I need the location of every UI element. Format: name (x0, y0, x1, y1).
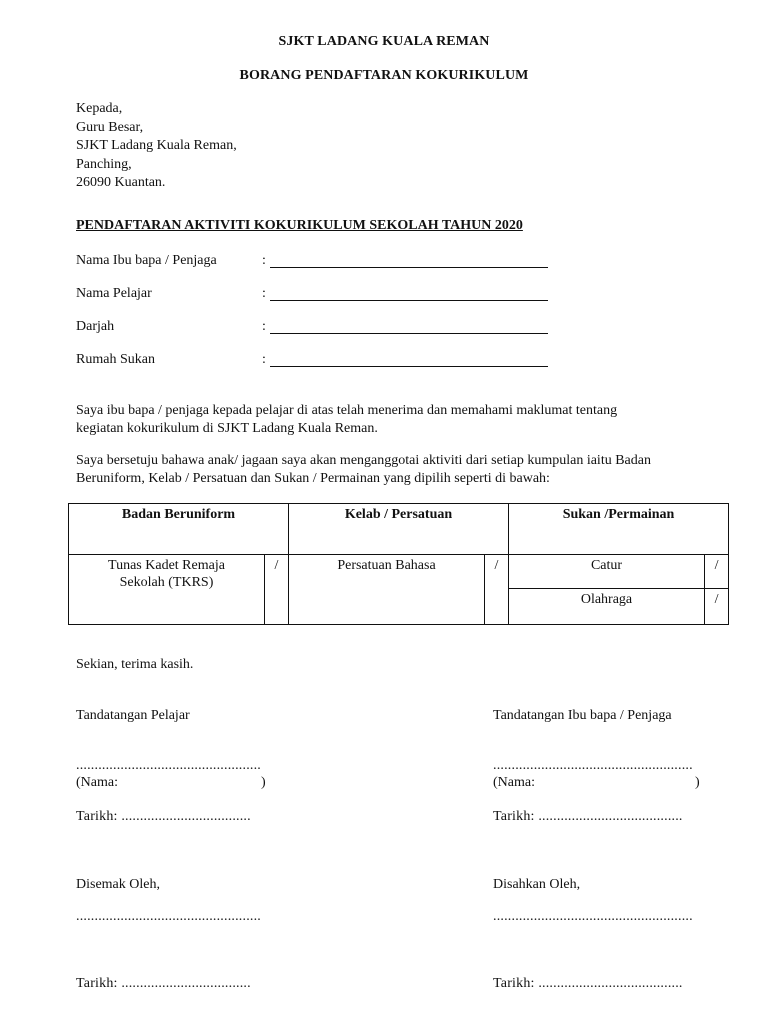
table-row (69, 555, 729, 625)
address-line: 26090 Kuantan. (76, 175, 166, 190)
address-line: Kepada, (76, 101, 123, 116)
parent-signature-label: Tandatangan Ibu bapa / Penjaga (493, 708, 672, 723)
consent-paragraph (76, 402, 716, 438)
header-uniform: Badan Beruniform (69, 504, 289, 555)
field-label-sports-house: Rumah Sukan (76, 352, 155, 367)
sport-catur-mark[interactable]: / (705, 555, 728, 589)
address-line: Guru Besar, (76, 119, 144, 135)
activity-table (68, 503, 729, 625)
sport-olahraga: Olahraga (580, 592, 633, 607)
field-label-parent-name: Nama Ibu bapa / Penjaga (76, 253, 217, 268)
field-colon: : (262, 253, 266, 268)
field-label-student-name: Nama Pelajar (76, 286, 152, 301)
paragraph-line: Saya ibu bapa / penjaga kepada pelajar di atas telah menerima dan memahami maklumat tentang (76, 403, 618, 418)
field-label-class: Darjah (76, 319, 115, 334)
student-signature-dots[interactable]: .................................................. (76, 758, 261, 773)
field-colon: : (262, 352, 266, 367)
sports-house-line[interactable] (270, 366, 548, 367)
approved-date[interactable]: Tarikh: ....................................... (493, 976, 683, 991)
paragraph-line: kegiatan kokurikulum di SJKT Ladang Kuala Reman. (76, 421, 378, 436)
student-date[interactable]: Tarikh: ................................... (76, 809, 251, 824)
uniform-activity-line: Sekolah (TKRS) (119, 575, 214, 590)
student-signature-label: Tandatangan Pelajar (76, 708, 190, 723)
form-title: BORANG PENDAFTARAN KOKURIKULUM (239, 68, 529, 83)
parent-name-line[interactable] (270, 267, 548, 268)
student-name-close: ) (261, 775, 266, 790)
approved-by-dots[interactable]: ...................................................... (493, 909, 693, 924)
checked-by-dots[interactable]: .................................................. (76, 909, 261, 924)
closing-text: Sekian, terima kasih. (76, 657, 194, 672)
header-sports: Sukan /Permainan (509, 504, 729, 555)
header-club: Kelab / Persatuan (289, 504, 509, 555)
student-name-open: (Nama: (76, 775, 118, 790)
field-colon: : (262, 319, 266, 334)
checked-by-label: Disemak Oleh, (76, 877, 160, 892)
sports-marks (705, 555, 729, 625)
sports-activities (509, 555, 705, 625)
class-line[interactable] (270, 333, 548, 334)
parent-signature-dots[interactable]: ...................................................... (493, 758, 693, 773)
uniform-activity-line: Tunas Kadet Remaja (108, 558, 225, 573)
address-line: SJKT Ladang Kuala Reman, (76, 138, 237, 153)
uniform-mark[interactable]: / (265, 555, 289, 625)
address-block (76, 100, 237, 193)
approved-by-label: Disahkan Oleh, (493, 877, 581, 892)
paragraph-line: Beruniform, Kelab / Persatuan dan Sukan / Permainan yang dipilih seperti di bawah: (76, 471, 550, 486)
club-activity: Persatuan Bahasa (289, 555, 485, 625)
checked-date[interactable]: Tarikh: ................................... (76, 976, 251, 991)
sport-olahraga-mark[interactable]: / (714, 592, 719, 607)
parent-name-open: (Nama: (493, 775, 535, 790)
club-mark[interactable]: / (485, 555, 509, 625)
uniform-activity (69, 555, 265, 625)
paragraph-line: Saya bersetuju bahawa anak/ jagaan saya akan menganggotai aktiviti dari setiap kumpulan iaitu Badan (76, 453, 651, 468)
sport-catur: Catur (509, 555, 704, 589)
school-name: SJKT LADANG KUALA REMAN (278, 34, 490, 49)
agreement-paragraph (76, 452, 716, 488)
parent-date[interactable]: Tarikh: ....................................... (493, 809, 683, 824)
section-title: PENDAFTARAN AKTIVITI KOKURIKULUM SEKOLAH TAHUN 2020 (76, 218, 523, 233)
parent-name-close: ) (695, 775, 700, 790)
student-name-line[interactable] (270, 300, 548, 301)
field-colon: : (262, 286, 266, 301)
table-header-row (69, 504, 729, 555)
address-line: Panching, (76, 156, 132, 172)
